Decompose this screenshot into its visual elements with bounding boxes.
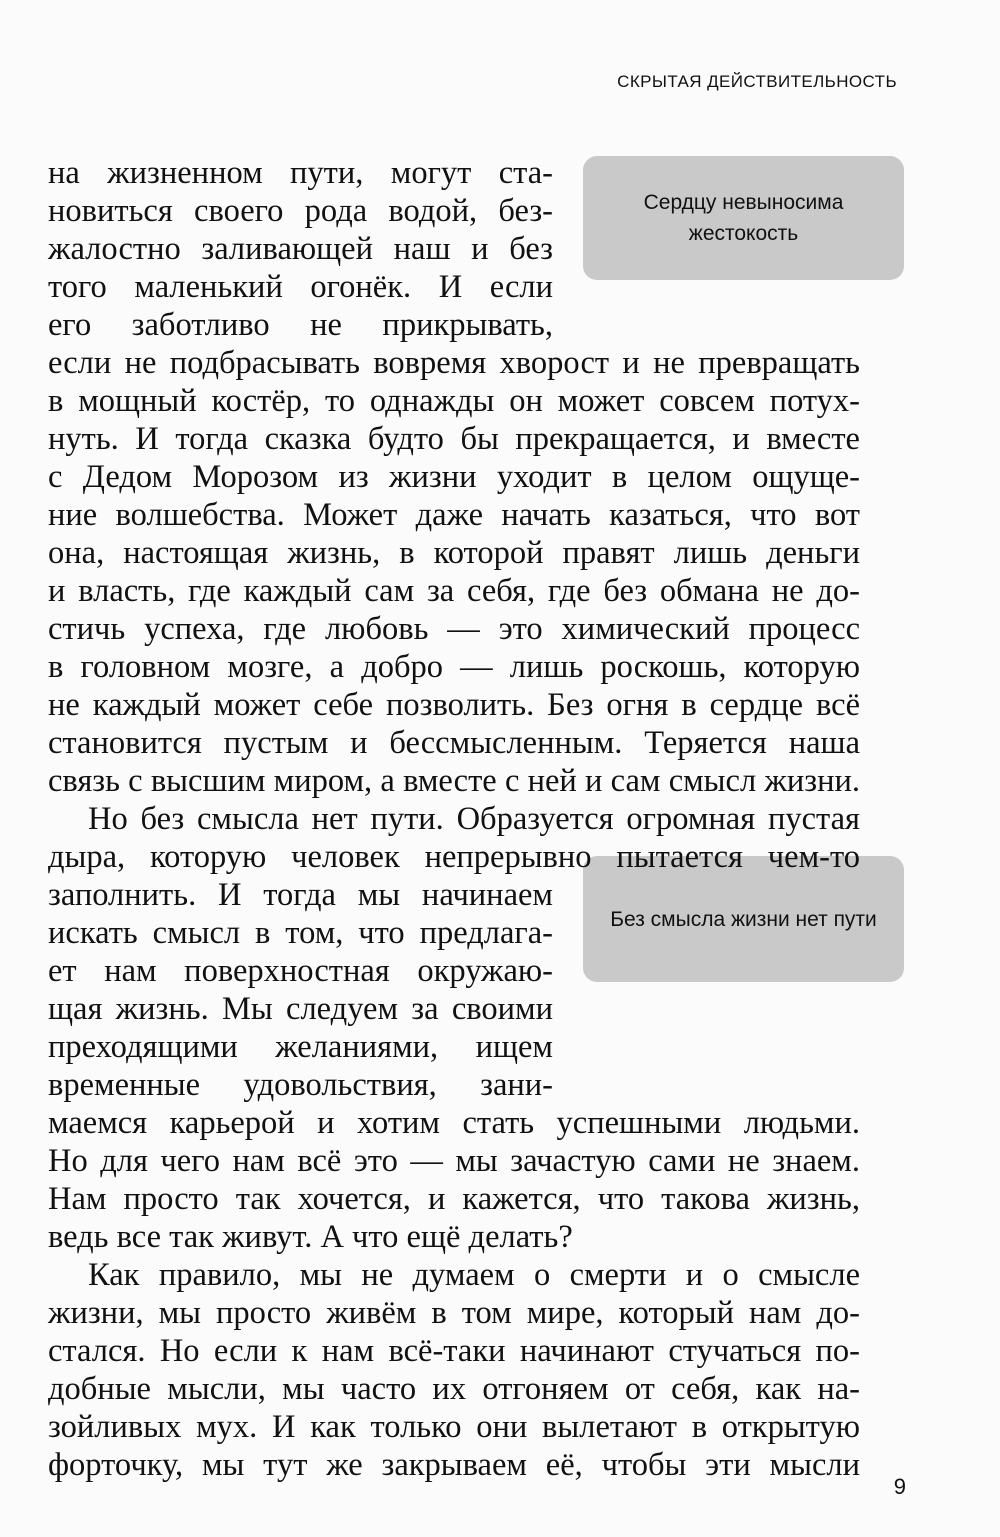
text-line: ведь все так живут. А что ещё делать? (48, 1219, 573, 1255)
text-line: временные удовольствия, зани- (48, 1067, 553, 1103)
page-number: 9 (893, 1474, 906, 1499)
text-line: ние волшебства. Может даже начать казаться, что вот (48, 497, 860, 533)
text-line: Как правило, мы не думаем о смерти и о смысле (88, 1257, 860, 1293)
text-line: жизни, мы просто живём в том мире, который нам до- (48, 1295, 860, 1331)
text-line: становится пустым и бессмысленным. Теряется наша (48, 725, 860, 761)
text-line: дыра, которую человек непрерывно пытается чем-то (48, 839, 860, 875)
text-line: жалостно заливающей наш и без (48, 231, 553, 267)
text-line: в мощный костёр, то однажды он может совсем потух- (48, 383, 860, 419)
text-line: Но без смысла нет пути. Образуется огромная пустая (88, 801, 860, 837)
text-line: в головном мозге, а добро — лишь роскошь, которую (48, 649, 860, 685)
text-line: маемся карьерой и хотим стать успешными людьми. (48, 1105, 860, 1141)
text-line: ет нам поверхностная окружаю- (48, 953, 553, 989)
text-line: связь с высшим миром, а вместе с ней и сам смысл жизни. (48, 763, 860, 799)
text-line: зойливых мух. И как только они вылетают в открытую (48, 1409, 860, 1445)
text-line: стался. Но если к нам всё-таки начинают стучаться по- (48, 1333, 860, 1369)
text-line: Нам просто так хочется, и кажется, что такова жизнь, (48, 1181, 860, 1217)
pull-quote-text: Сердцу невыносима жестокость (643, 191, 844, 245)
text-line: на жизненном пути, могут ста- (48, 155, 553, 191)
running-head: СКРЫТАЯ ДЕЙСТВИТЕЛЬНОСТЬ (617, 72, 897, 91)
text-line: заполнить. И тогда мы начинаем (48, 877, 553, 913)
text-line: не каждый может себе позволить. Без огня в сердце всё (48, 687, 860, 723)
text-line: и власть, где каждый сам за себя, где без обмана не до- (48, 573, 860, 609)
text-line: щая жизнь. Мы следуем за своими (48, 991, 553, 1027)
text-line: она, настоящая жизнь, в которой правят лишь деньги (48, 535, 860, 571)
text-line: добные мысли, мы часто их отгоняем от себя, как на- (48, 1371, 860, 1407)
pull-quote-text: Без смысла жизни нет пути (610, 907, 877, 931)
text-line: нуть. И тогда сказка будто бы прекращается, и вместе (48, 421, 860, 457)
text-line: если не подбрасывать вовремя хворост и не превращать (48, 345, 860, 381)
text-line: искать смысл в том, что предлага- (48, 915, 553, 951)
text-line: форточку, мы тут же закрываем её, чтобы эти мысли (48, 1447, 860, 1483)
text-line: его заботливо не прикрывать, (48, 307, 553, 343)
text-line: того маленький огонёк. И если (48, 269, 553, 305)
text-line: новиться своего рода водой, без- (48, 193, 553, 229)
text-line: Но для чего нам всё это — мы зачастую сами не знаем. (48, 1143, 860, 1179)
pull-quote-callout (583, 156, 904, 280)
text-line: стичь успеха, где любовь — это химический процесс (48, 611, 860, 647)
text-line: преходящими желаниями, ищем (48, 1029, 553, 1065)
text-line: с Дедом Морозом из жизни уходит в целом ощуще- (48, 459, 860, 495)
